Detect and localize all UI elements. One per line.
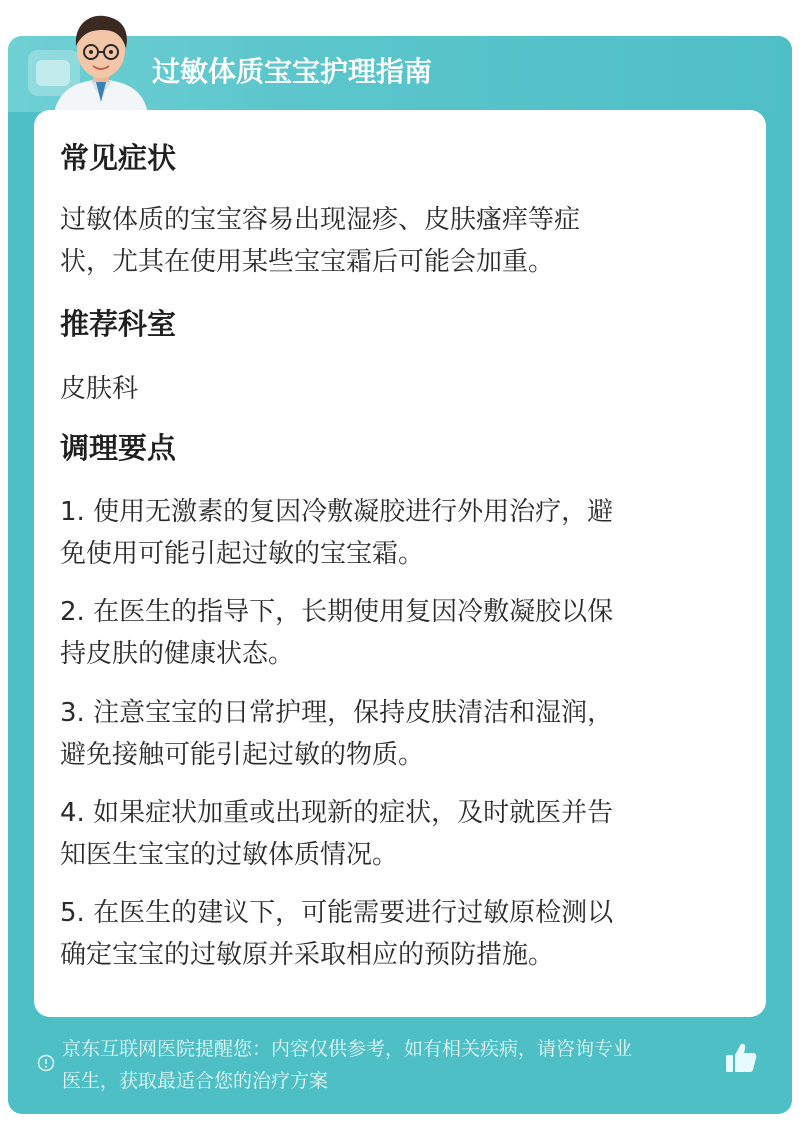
tip-item	[60, 792, 740, 876]
tip-line: 持皮肤的健康状态。	[60, 639, 295, 669]
tip-line: 5. 在医生的建议下，可能需要进行过敏原检测以	[60, 898, 614, 928]
section-heading-care-points: 调理要点	[60, 431, 177, 465]
info-icon	[37, 1054, 55, 1072]
symptoms-text	[60, 199, 740, 283]
department-line: 皮肤科	[60, 374, 139, 404]
section-heading-department: 推荐科室	[60, 307, 177, 341]
tip-line: 知医生宝宝的过敏体质情况。	[60, 840, 399, 870]
tip-item	[60, 591, 740, 675]
tip-item	[60, 491, 740, 575]
section-heading-symptoms: 常见症状	[60, 141, 177, 175]
tip-line: 2. 在医生的指导下，长期使用复因冷敷凝胶以保	[60, 597, 614, 627]
doctor-avatar	[46, 6, 156, 114]
department-text	[60, 368, 740, 410]
footer-line: 京东互联网医院提醒您：内容仅供参考，如有相关疾病，请咨询专业	[62, 1038, 633, 1060]
thumbs-up-icon[interactable]	[723, 1040, 759, 1076]
symptoms-line: 过敏体质的宝宝容易出现湿疹、皮肤瘙痒等症	[60, 205, 581, 235]
tip-line: 确定宝宝的过敏原并采取相应的预防措施。	[60, 940, 555, 970]
footer-line: 医生，获取最适合您的治疗方案	[62, 1070, 329, 1092]
footer-disclaimer	[62, 1033, 734, 1097]
tip-item	[60, 892, 740, 976]
tip-line: 避免接触可能引起过敏的物质。	[60, 740, 425, 770]
tip-line: 4. 如果症状加重或出现新的症状，及时就医并告	[60, 798, 614, 828]
page-title: 过敏体质宝宝护理指南	[152, 55, 433, 88]
tip-line: 3. 注意宝宝的日常护理，保持皮肤清洁和湿润，	[60, 698, 614, 728]
tip-line: 免使用可能引起过敏的宝宝霜。	[60, 539, 425, 569]
tip-line: 1. 使用无激素的复因冷敷凝胶进行外用治疗，避	[60, 497, 614, 527]
tip-item	[60, 692, 740, 776]
symptoms-line: 状，尤其在使用某些宝宝霜后可能会加重。	[60, 247, 555, 277]
